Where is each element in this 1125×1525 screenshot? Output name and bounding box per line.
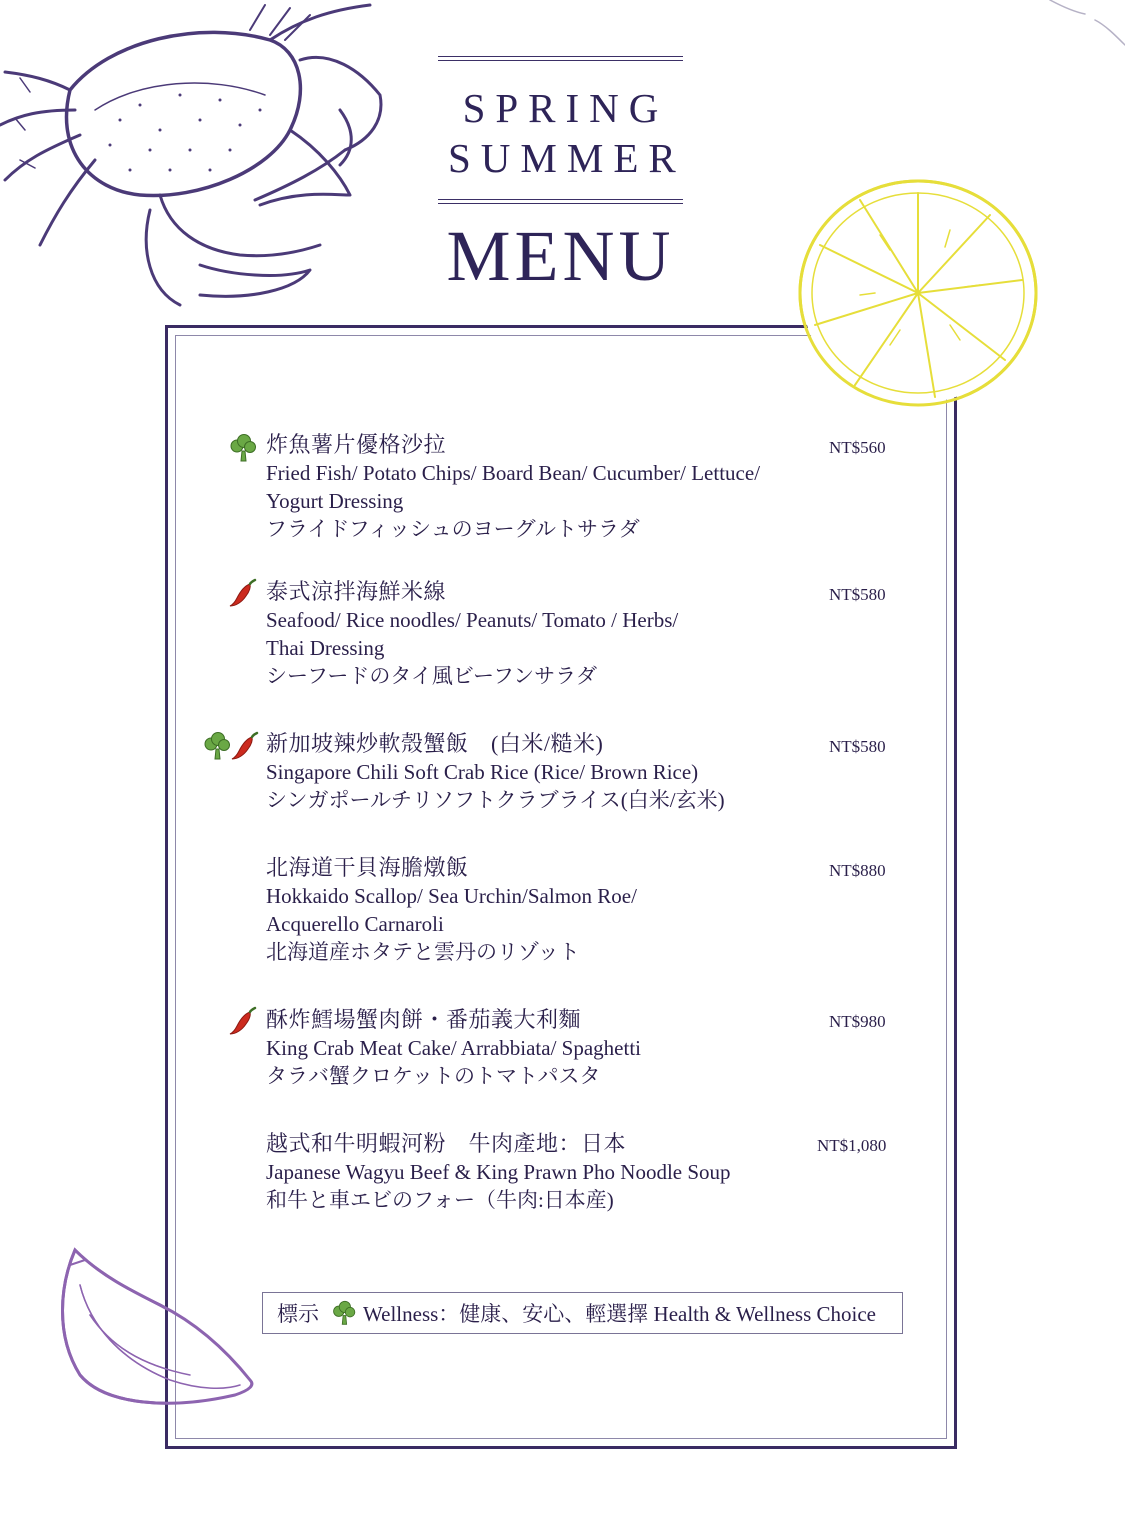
item-name-ja: フライドフィッシュのヨーグルトサラダ	[266, 517, 640, 541]
item-price: NT$560	[829, 438, 886, 457]
menu-item	[266, 431, 906, 543]
menu-item	[266, 1130, 906, 1214]
title-summer: SUMMER	[448, 135, 686, 181]
item-name-en: Fried Fish/ Potato Chips/ Board Bean/ Cucumber/ Lettuce/	[266, 461, 761, 485]
chili-icon	[228, 1006, 258, 1036]
item-name-zh: 北海道干貝海膽燉飯	[266, 855, 469, 880]
item-price: NT$580	[829, 737, 886, 756]
item-name-en-cont: Acquerello Carnaroli	[266, 912, 444, 936]
menu-item	[266, 1006, 906, 1090]
item-name-zh: 泰式涼拌海鮮米線	[266, 579, 447, 604]
item-name-en: King Crab Meat Cake/ Arrabbiata/ Spaghetti	[266, 1036, 641, 1060]
legend-text: Wellness：健康、安心、輕選擇 Health & Wellness Choice	[363, 1302, 877, 1326]
item-name-en: Hokkaido Scallop/ Sea Urchin/Salmon Roe/	[266, 884, 637, 908]
onion-illustration-overlay	[50, 1245, 265, 1415]
broccoli-icon	[202, 731, 232, 761]
item-name-en: Japanese Wagyu Beef & King Prawn Pho Noodle Soup	[266, 1160, 731, 1184]
item-price: NT$1,080	[817, 1136, 887, 1155]
item-price: NT$880	[829, 861, 886, 880]
item-price: NT$980	[829, 1012, 886, 1031]
menu-item	[266, 730, 906, 814]
broccoli-icon	[331, 1300, 357, 1326]
item-name-en: Singapore Chili Soft Crab Rice (Rice/ Brown Rice)	[266, 760, 699, 784]
menu-item	[266, 578, 906, 690]
item-name-zh: 炸魚薯片優格沙拉	[266, 432, 447, 457]
corner-decoration	[1040, 0, 1125, 60]
item-name-ja: タラバ蟹クロケットのトマトパスタ	[266, 1064, 601, 1088]
legend-box	[262, 1292, 903, 1334]
legend-prefix: 標示	[277, 1302, 319, 1326]
crab-illustration	[0, 0, 390, 320]
item-name-en-cont: Thai Dressing	[266, 636, 385, 660]
item-name-ja: 北海道産ホタテと雲丹のリゾット	[266, 940, 580, 964]
chili-icon	[228, 578, 258, 608]
menu-title	[438, 56, 686, 296]
item-name-en-cont: Yogurt Dressing	[266, 489, 404, 513]
title-spring: SPRING	[462, 85, 669, 131]
title-rule-top	[438, 56, 683, 61]
menu-item	[266, 854, 906, 966]
item-name-ja: シーフードのタイ風ビーフンサラダ	[266, 664, 597, 688]
lemon-illustration-overlay	[790, 175, 1050, 415]
title-rule-bottom	[438, 199, 683, 204]
item-name-ja: シンガポールチリソフトクラブライス(白米/玄米)	[266, 788, 725, 812]
item-name-en: Seafood/ Rice noodles/ Peanuts/ Tomato / Herbs/	[266, 608, 679, 632]
broccoli-icon	[228, 433, 258, 463]
chili-icon	[230, 731, 260, 761]
item-price: NT$580	[829, 585, 886, 604]
item-name-zh: 越式和牛明蝦河粉 牛肉產地：日本	[266, 1131, 627, 1156]
item-name-zh: 酥炸鱈場蟹肉餅・番茄義大利麵	[266, 1007, 582, 1032]
item-name-zh: 新加坡辣炒軟殼蟹飯 (白米/糙米)	[266, 731, 604, 756]
title-menu: MENU	[446, 216, 675, 296]
item-name-ja: 和牛と車エビのフォー（牛肉:日本産)	[266, 1188, 614, 1212]
